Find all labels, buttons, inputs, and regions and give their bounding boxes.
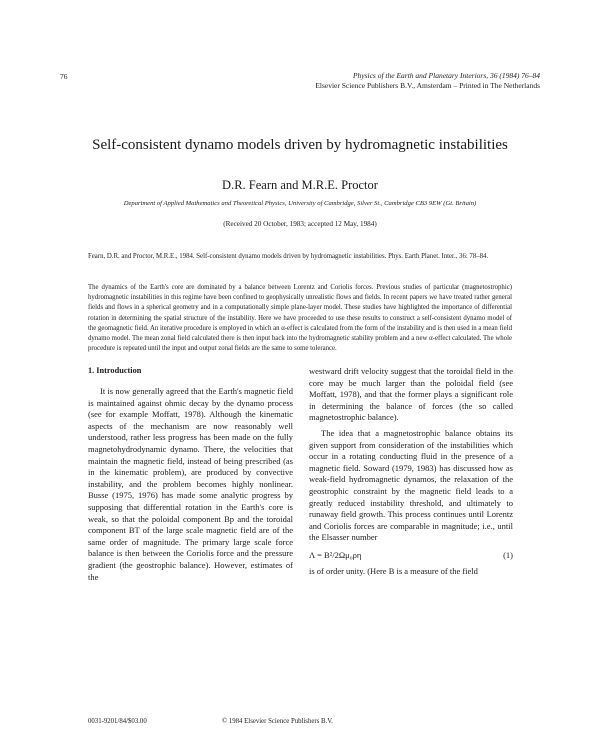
body-left-column: It is now generally agreed that the Earth's magnetic field is maintained against ohmic decay by the dynamo process (see for example Moffatt, 1978). Although the kinematic aspects of the mechanism are now reasonably well understood, rather less progress has been made on the fully magnetohydrodynamic dynamo. There, the velocities that maintain the magnetic field, instead of being prescribed (as in the kinematic problem), are produced by convective instability, and the problem becomes highly nonlinear. Busse (1975, 1976) has made some analytic progress by supposing that differential rotation in the Earth's core is weak, so that the poloidal component Bp and the toroidal component BT of the large scale magnetic field are of the same order of magnitude. The primary large scale force balance is then between the Coriolis force and the pressure gradient (the geostrophic balance). However, estimates of the <box>88 386 293 582</box>
publisher-line: Elsevier Science Publishers B.V., Amsterdam – Printed in The Netherlands <box>315 81 540 90</box>
page-number: 76 <box>60 72 68 81</box>
right-paragraph-3: is of order unity. (Here B is a measure of the field <box>309 565 478 576</box>
equation-expression: Λ = B²/2Ωμ₀ρη <box>309 549 362 560</box>
affiliation: Department of Applied Mathematics and Theoretical Physics, University of Cambridge, Silver St., Cambridge CB3 9EW (Gt. Britain) <box>123 200 477 207</box>
abstract: The dynamics of the Earth's core are dominated by a balance between Lorentz and Coriolis forces. Previous studies of particular (magnetostrophic) hydromagnetic instabilities in this regime have been confined to geophysically unrealistic flows and fields. In recent papers we have treated rather general fields and flows in a spherical geometry and in a computationally simple plane-layer model. These studies have highlighted the importance of differential rotation in determining the spatial structure of the instability. Here we have proceeded to use these results to construct a self-consistent dynamo model of the geomagnetic field. An iterative procedure is employed in which an α-effect is calculated from the form of the instability and is then used in a mean field dynamo model. The mean zonal field calculated there is then input back into the hydromagnetic stability problem and a new α-effect calculated. The whole procedure is repeated until the input and output zonal fields are the same to some tolerance. <box>88 284 512 353</box>
section-heading: 1. Introduction <box>88 366 142 375</box>
footer-copyright: © 1984 Elsevier Science Publishers B.V. <box>222 718 333 725</box>
journal-header <box>315 71 540 91</box>
equation-number: (1) <box>503 549 513 560</box>
received-dates: (Received 20 October, 1983; accepted 12 May, 1984) <box>223 220 377 228</box>
citation: Fearn, D.R. and Proctor, M.R.E., 1984. Self-consistent dynamo models driven by hydromagnetic instabilities. Phys. Earth Planet. Inter., 36: 78–84. <box>88 253 489 260</box>
body-right-column <box>309 366 513 577</box>
right-paragraph-1: westward drift velocity suggest that the toroidal field in the core may be much larger than the poloidal field (see Moffatt, 1978), and that the former plays a significant role in determining the balance of forces (the so called magnetostrophic balance). <box>309 366 513 423</box>
equation-1 <box>309 550 513 562</box>
journal-citation: Physics of the Earth and Planetary Interiors, 36 (1984) 76–84 <box>352 71 540 80</box>
footer-issn: 0031-9201/84/$03.00 <box>88 718 147 725</box>
article-title: Self-consistent dynamo models driven by hydromagnetic instabilities <box>92 137 508 153</box>
authors: D.R. Fearn and M.R.E. Proctor <box>222 178 378 192</box>
right-paragraph-2: The idea that a magnetostrophic balance obtains its given support from consideration of the instabilities which occur in a rotating conducting fluid in the presence of a magnetic field. Soward (1979, 1983) has discussed how as weak-field hydromagnetic dynamos, the relaxation of the geostrophic constraint by the magnetic field leads to a greatly reduced instability threshold, and ultimately to runaway field growth. This process continues until Lorentz and Coriolis forces are comparable in magnitude; i.e., until the Elsasser number <box>309 427 513 543</box>
